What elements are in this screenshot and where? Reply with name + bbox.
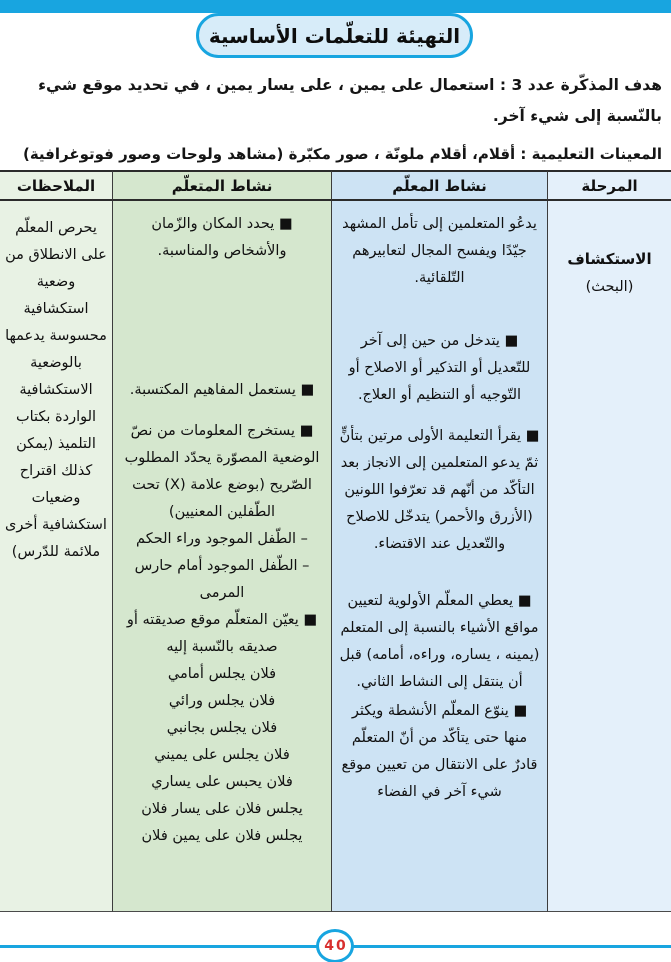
learner-paragraph: – الطّفل الموجود وراء الحكم — [136, 531, 308, 547]
table-body-row — [0, 201, 671, 912]
learner-activity-cell — [112, 201, 331, 912]
top-border-bar — [0, 0, 671, 13]
page-number-badge — [316, 929, 354, 962]
table-header-row — [0, 170, 671, 201]
intro-section — [9, 70, 662, 166]
objective-text-line2: بالنّسبة إلى شيء آخر. — [492, 107, 662, 125]
materials-text: أقلام، أقلام ملونّة ، صور مكبّرة (مشاهد ولوحات وصور فوتوغرافية) — [22, 145, 516, 163]
objective-label: هدف المذكّرة عدد 3 : — [499, 76, 662, 94]
header-cell-stage: المرحلة — [547, 170, 671, 201]
header-cell-teacher: نشاط المعلّم — [331, 170, 547, 201]
learner-paragraph: ■ يعيّن المتعلّم موقع صديقته أو صديقه بالنّسبة إليه — [126, 612, 318, 655]
learner-paragraph: يجلس فلان على يسار فلان — [141, 801, 303, 817]
teacher-paragraph: ■ ينوّع المعلّم الأنشطة ويكثر منها حتى يتأكّد من أنّ المتعلّم قادرٌ على الانتقال من تعيين موقع شيء آخر في الفضاء — [341, 703, 538, 800]
header-cell-notes: الملاحظات — [0, 170, 112, 201]
learner-paragraph: فلان يحبس على يساري — [151, 774, 293, 790]
learner-paragraph: ■ يحدد المكان والزّمان والأشخاص والمناسبة. — [151, 216, 293, 259]
header-cell-learner: نشاط المتعلّم — [112, 170, 331, 201]
learner-paragraph: يجلس فلان على يمين فلان — [141, 828, 303, 844]
learner-paragraph: ■ يستخرج المعلومات من نصّ الوضعية المصوّرة يحدّد المطلوب الصّريح (بوضع علامة (X) تحت الطّفلين المعنيين) — [124, 423, 320, 520]
learner-paragraph: فلان يجلس أمامي — [167, 666, 277, 682]
teacher-paragraph: ■ يتدخل من حين إلى آخر للتّعديل أو التذكير أو الاصلاح أو التّوجيه أو التنظيم أو العلاج. — [348, 333, 531, 403]
teacher-activity-cell — [331, 201, 547, 912]
teacher-paragraph: يدعُو المتعلمين إلى تأمل المشهد جيّدًا ويفسح المجال لتعابيرهم التّلقائية. — [342, 216, 537, 286]
page-number: 40 — [324, 938, 348, 954]
materials-paragraph — [9, 142, 662, 166]
notes-paragraph: يحرص المعلّم على الانطلاق من وضعية استكشافية محسوسة يدعمها بالوضعية الاستكشافية الواردة بكتاب التلميذ (يمكن كذلك اقتراح وضعيات استكشافية أخرى ملائمة للدّرس) — [5, 220, 107, 560]
objective-paragraph — [9, 70, 662, 132]
lesson-plan-table — [0, 170, 671, 912]
learner-paragraph: فلان يجلس بجانبي — [166, 720, 278, 736]
materials-label: المعينات التعليمية : — [520, 145, 662, 163]
stage-cell — [547, 201, 671, 912]
learner-paragraph: فلان يجلس على يميني — [154, 747, 290, 763]
teacher-paragraph: ■ يعطي المعلّم الأولوية لتعيين مواقع الأشياء بالنسبة إلى المتعلم (يمينه ، يساره، وراءه، أمامه) قبل أن ينتقل إلى النشاط الثاني. — [339, 593, 540, 690]
stage-name: الاستكشاف — [567, 250, 652, 268]
objective-text-line1: استعمال على يمين ، على يسار يمين ، في تحديد موقع شيء — [38, 76, 495, 94]
page-title: التهيئة للتعلّمات الأساسية — [208, 23, 461, 48]
learner-paragraph: فلان يجلس ورائي — [168, 693, 276, 709]
learner-paragraph: ■ يستعمل المفاهيم المكتسبة. — [129, 382, 315, 398]
teacher-paragraph: ■ يقرأ التعليمة الأولى مرتين بتأنٍّ ثمّ يدعو المتعلمين إلى الانجاز بعد التأكّد من أنّهم قد تعرّفوا اللونين (الأزرق والأحمر) يتدخّل للاصلاح والتّعديل عند الاقتضاء. — [339, 428, 540, 552]
learner-paragraph: – الطّفل الموجود أمام حارس المرمى — [134, 558, 310, 601]
notes-cell — [0, 201, 112, 912]
page-title-banner — [196, 13, 473, 58]
stage-subname: (البحث) — [585, 279, 634, 295]
